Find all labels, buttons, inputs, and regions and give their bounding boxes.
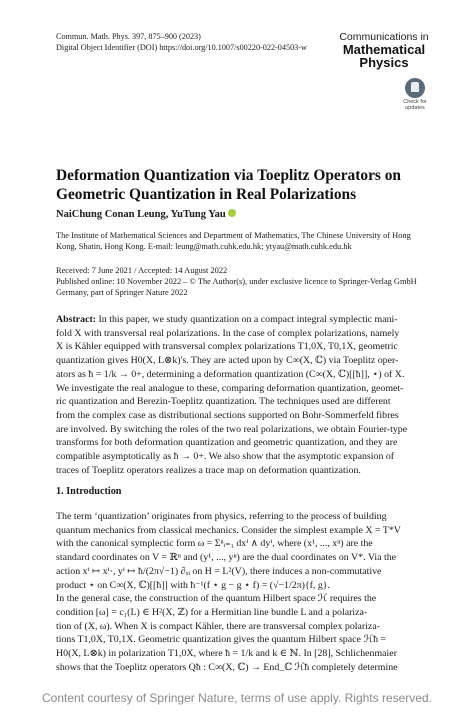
journal-citation: Commun. Math. Phys. 397, 875–900 (2023) bbox=[56, 32, 201, 41]
publication-dates bbox=[56, 265, 417, 298]
intro-line-1: The term ‘quantization’ originates from physics, referring to the process of building bbox=[56, 511, 387, 522]
brand-line-2: Mathematical bbox=[342, 42, 426, 57]
orcid-icon[interactable] bbox=[228, 209, 236, 217]
abstract-line-12: traces of Toeplitz operators realizes a trace map on deformation quantization. bbox=[56, 464, 361, 476]
introduction-body bbox=[56, 510, 440, 674]
bookmark-icon bbox=[405, 78, 425, 98]
journal-info bbox=[56, 31, 307, 53]
abstract-line-1 bbox=[56, 313, 440, 327]
dates-line-1: Received: 7 June 2021 / Accepted: 14 August 2022 bbox=[56, 266, 228, 275]
title-line-1: Deformation Quantization via Toeplitz Operators on bbox=[56, 167, 401, 184]
intro-line-3: with the canonical symplectic form ω = Σⁿᵢ₌₁ dxⁱ ∧ dyⁱ, where (x¹, ..., xⁿ) are the bbox=[56, 538, 373, 550]
abstract-line-3: X is Kähler equipped with transversal complex polarizations T1,0X, T0,1X, geometric bbox=[56, 341, 398, 353]
intro-line-8: condition [ω] = c₁(L) ∈ H²(X, ℤ) for a Hermitian line bundle L and a polariza- bbox=[56, 606, 368, 618]
brand-line-3: Physics bbox=[359, 55, 409, 70]
abstract-line-10: transforms for both deformation quantization and geometric quantization, and they are bbox=[56, 437, 398, 449]
abstract-line-11: compatible asymptotically as ħ → 0+. We also show that the asymptotic expansion of bbox=[56, 451, 395, 463]
doi-line[interactable]: Digital Object Identifier (DOI) https://doi.org/10.1007/s00220-022-04503-w bbox=[56, 43, 307, 52]
updates-badge-line-1: Check for bbox=[403, 99, 427, 105]
intro-line-6: product ⋆ on C∞(X, ℂ)[[ħ]] with ħ⁻¹(f ⋆ g − g ⋆ f) = (√−1/2π){f, g}. bbox=[56, 579, 331, 591]
affiliation-line-1: The Institute of Mathematical Sciences and Department of Mathematics, The Chinese University of Hong bbox=[56, 231, 411, 240]
affiliation bbox=[56, 230, 438, 252]
abstract-line-8: from the complex case as distributional sections supported on Bohr-Sommerfeld fibres bbox=[56, 409, 399, 421]
intro-line-5: action xⁱ ↦ xⁱ·, yⁱ ↦ ħ/(2π√−1) ∂ₓᵢ on H = L²(V), there induces a non-commutative bbox=[56, 565, 382, 577]
dates-line-3: Germany, part of Springer Nature 2022 bbox=[56, 288, 188, 297]
intro-line-12: shows that the Toeplitz operators Qħ : C∞(X, ℂ) → End_ℂ ℋħ completely determine bbox=[56, 661, 398, 673]
affiliation-line-2: Kong, Shatin, Hong Kong. E-mail: leung@math.cuhk.edu.hk; ytyau@math.cuhk.edu.hk bbox=[56, 242, 352, 251]
intro-line-10: tions T1,0X, T0,1X. Geometric quantization gives the quantum Hilbert space ℋħ = bbox=[56, 634, 387, 646]
intro-line-2: quantum mechanics from classical mechanics. Consider the simplest example X = T*V bbox=[56, 524, 401, 536]
abstract-line-9: are involved. By switching the roles of the two real polarizations, we obtain Fourier-type bbox=[56, 423, 408, 435]
copyright-footer: Content courtesy of Springer Nature, terms of use apply. Rights reserved. bbox=[42, 691, 432, 705]
check-for-updates-badge[interactable] bbox=[398, 78, 432, 112]
abstract-line-7: ric quantization and Berezin-Toeplitz quantization. The techniques used are different bbox=[56, 396, 391, 408]
abstract-line-5: ators as ħ = 1/k → 0+, determining a deformation quantization (C∞(X, ℂ)[[ħ]], ⋆) of X. bbox=[56, 368, 405, 380]
intro-line-9: tion of (X, ω). When X is compact Kähler, there are transversal complex polariza- bbox=[56, 620, 380, 632]
intro-line-4: standard coordinates on V = ℝⁿ and (y¹, ..., yⁿ) are the dual coordinates on V*. Via the bbox=[56, 552, 397, 564]
author-list bbox=[56, 209, 236, 220]
abstract-label: Abstract: bbox=[56, 314, 97, 325]
section-heading: 1. Introduction bbox=[56, 486, 122, 497]
brand-line-1: Communications in bbox=[339, 31, 429, 43]
paper-title bbox=[56, 166, 436, 204]
abstract-line-6: We investigate the real analogue to these, comparing deformation quantization, geomet- bbox=[56, 382, 404, 394]
journal-brand-logo bbox=[332, 31, 436, 69]
intro-line-11: H0(X, L⊗k) in polarization T1,0X, where ħ = 1/k and k ∈ ℕ. In [28], Schlichenmaier bbox=[56, 648, 397, 660]
intro-line-7: In the general case, the construction of the quantum Hilbert space ℋ requires the bbox=[56, 593, 377, 605]
authors-text: NaiChung Conan Leung, YuTung Yau bbox=[56, 209, 226, 220]
abstract bbox=[56, 313, 440, 477]
abstract-line-1-text: In this paper, we study quantization on a compact integral symplectic mani- bbox=[98, 314, 398, 325]
title-line-2: Geometric Quantization in Real Polarizations bbox=[56, 186, 357, 203]
updates-badge-line-2: updates bbox=[405, 105, 425, 111]
abstract-line-4: quantization gives H0(X, L⊗k)'s. They are acted upon by C∞(X, ℂ) via Toeplitz oper- bbox=[56, 355, 399, 367]
dates-line-2: Published online: 10 November 2022 – © The Author(s), under exclusive licence to Springer-Verlag GmbH bbox=[56, 277, 417, 286]
abstract-line-2: fold X with transversal real polarizations. In the case of complex polarizations, namely bbox=[56, 327, 400, 339]
